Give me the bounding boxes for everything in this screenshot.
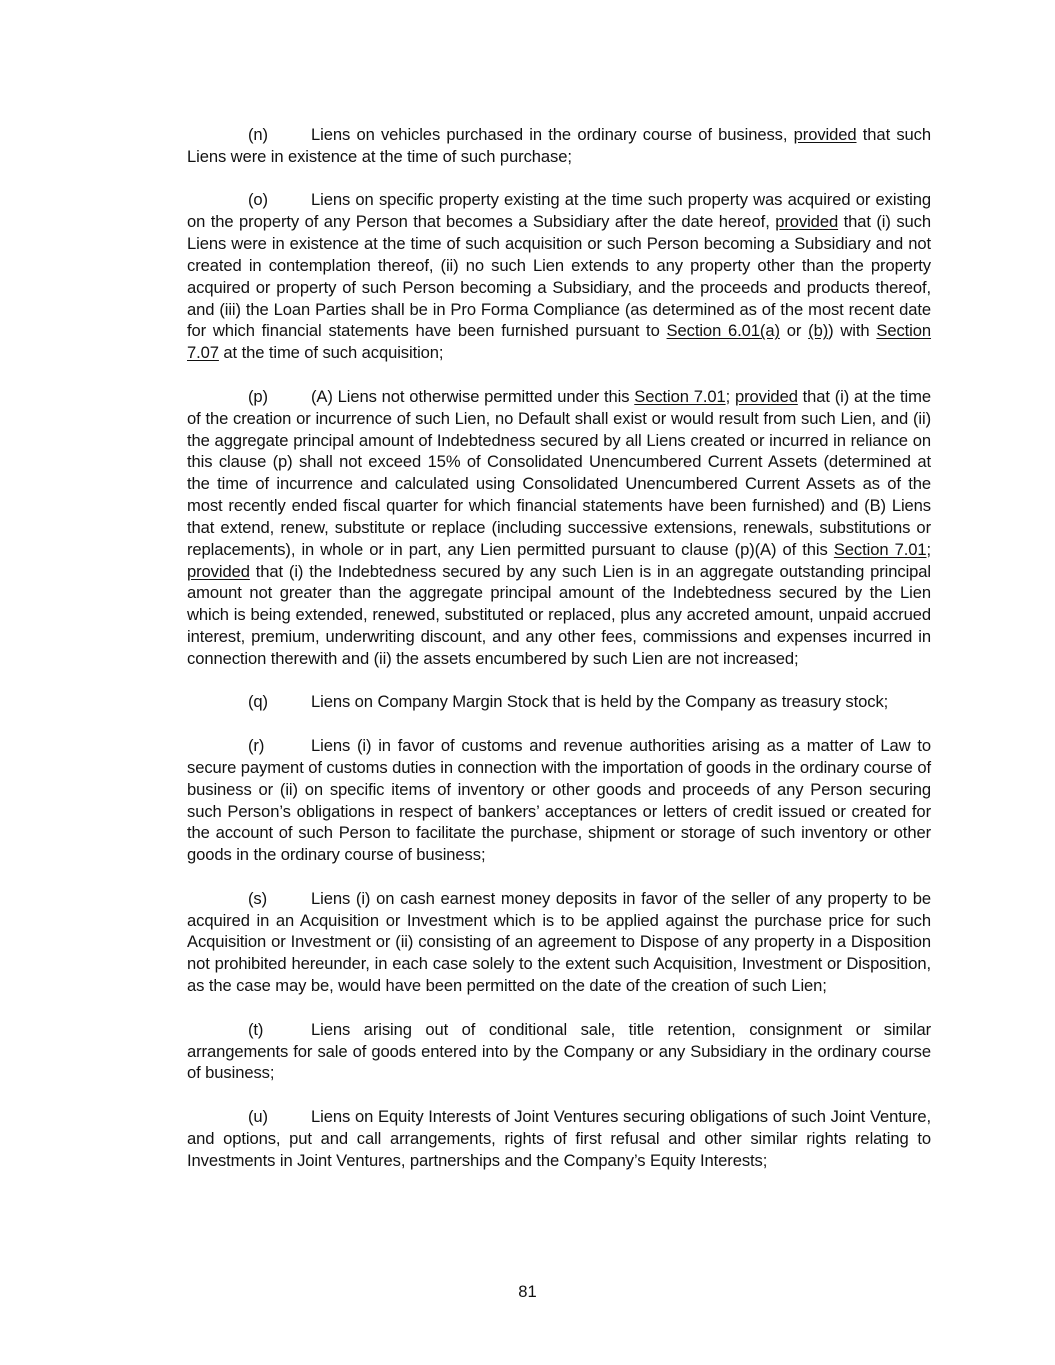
- clause-label: (u): [248, 1106, 268, 1126]
- underlined-term: Section 7.01: [634, 386, 726, 406]
- underlined-term: Section 6.01(a): [666, 321, 780, 341]
- clause-text: ;: [725, 386, 735, 406]
- underlined-term: (b): [808, 321, 829, 341]
- underlined-term: Section 7.07: [187, 321, 932, 363]
- clause-paragraph: [187, 888, 931, 997]
- clause-paragraph: [187, 735, 931, 866]
- clause-text: Liens (i) in favor of customs and revenue authorities arising as a matter of Law to secure payment of customs duties in connection with the importation of goods in the ordinary course of business or (ii) on specific items of inventory or other goods and proceeds of any Person securing such Person’s obligations in respect of bankers’ acceptances or letters of credit issued or created for the account of such Person to facilitate the purchase, shipment or storage of such inventory or other goods in the ordinary course of business;: [187, 736, 931, 865]
- clause-label: (r): [248, 736, 265, 755]
- clause-label: (q): [248, 692, 268, 712]
- clause-text: Liens on specific property existing at the time such property was acquired or existing on the property of any Person that becomes a Subsidiary after the date hereof,: [187, 190, 931, 232]
- clause-text: ;: [926, 539, 931, 559]
- underlined-term: provided: [734, 386, 798, 406]
- clause-text: (A) Liens not otherwise permitted under this: [311, 386, 635, 406]
- clause-text: that (i) such Liens were in existence at the time of such acquisition or such Person becoming a Subsidiary and not created in contemplation thereof, (ii) no such Lien extends to any property other than the property acquired or property of such Person becoming a Subsidiary, and the proceeds and products thereof, and (iii) the Loan Parties shall be in Pro Forma Compliance (as determined as of the most recent date for which financial statements have been furnished pursuant to: [187, 212, 931, 341]
- clause-text: Liens on Company Margin Stock that is held by the Company as treasury stock;: [311, 692, 889, 712]
- underlined-term: Section 7.01: [833, 539, 927, 559]
- clause-text: or: [779, 321, 809, 341]
- page-number: 81: [518, 1282, 537, 1301]
- clause-label: (p): [248, 386, 268, 406]
- clause-text: Liens arising out of conditional sale, title retention, consignment or similar arrangements for sale of goods entered into by the Company or any Subsidiary in the ordinary course of business;: [187, 1019, 931, 1083]
- underlined-term: provided: [775, 212, 839, 232]
- clause-label: (n): [248, 125, 268, 144]
- clause-paragraph: [187, 1106, 931, 1172]
- underlined-term: provided: [793, 125, 857, 144]
- clause-paragraph: [187, 124, 931, 168]
- clause-text: at the time of such acquisition;: [218, 343, 444, 363]
- clause-label: (t): [248, 1019, 264, 1039]
- clause-text: ) with: [828, 321, 877, 341]
- clause-paragraph: [187, 189, 931, 364]
- clause-text: that such Liens were in existence at the time of such purchase;: [187, 125, 932, 166]
- clause-text: Liens (i) on cash earnest money deposits in favor of the seller of any property to be acquired in an Acquisition or Investment which is to be applied against the purchase price for such Acquisition or Investment or (ii) consisting of an agreement to Dispose of any property in a Disposition not prohibited hereunder, in each case solely to the extent such Acquisition, Investment or Disposition, as the case may be, would have been permitted on the date of the creation of such Lien;: [187, 888, 931, 996]
- clause-text: that (i) the Indebtedness secured by any such Lien is in an aggregate outstanding principal amount not greater than the aggregate principal amount of the Indebtedness secured by the Lien which is being extended, renewed, substituted or replaced, plus any accreted amount, unpaid accrued interest, premium, underwriting discount, and any other fees, commissions and expenses incurred in connection therewith and (ii) the assets encumbered by such Lien are not increased;: [187, 561, 931, 668]
- clause-label: (s): [248, 888, 268, 908]
- clause-text: Liens on Equity Interests of Joint Ventures securing obligations of such Joint Venture, and options, put and call arrangements, rights of first refusal and other similar rights relating to Investments in Joint Ventures, partnerships and the Company’s Equity Interests;: [187, 1106, 931, 1170]
- clause-paragraph: [187, 386, 931, 670]
- document-body: [187, 124, 931, 1193]
- clause-text: that (i) at the time of the creation or incurrence of such Lien, no Default shall exist or would result from such Lien, and (ii) the aggregate principal amount of Indebtedness secured by all Liens created or incurred in reliance on this clause (p) shall not exceed 15% of Consolidated Unencumbered Current Assets (determined at the time of incurrence and calculated using Consolidated Unencumbered Current Assets as of the most recently ended fiscal quarter for which financial statements have been furnished) and (B) Liens that extend, renew, substitute or replace (including successive extensions, renewals, substitutions or replacements), in whole or in part, any Lien permitted pursuant to clause (p)(A) of this: [187, 386, 931, 559]
- clause-text: Liens on vehicles purchased in the ordinary course of business,: [311, 125, 794, 144]
- underlined-term: provided: [187, 561, 250, 581]
- clause-paragraph: [187, 691, 931, 713]
- clause-paragraph: [187, 1019, 931, 1085]
- clause-label: (o): [248, 190, 268, 210]
